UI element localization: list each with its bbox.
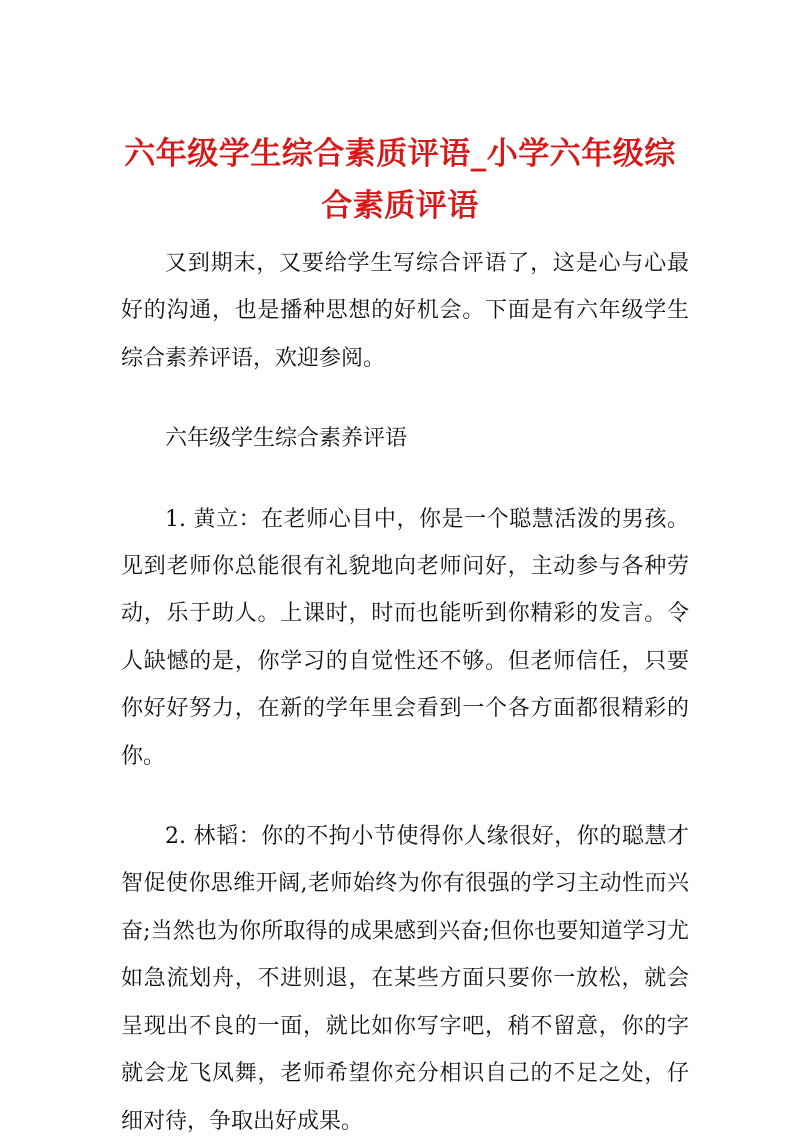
document-title: 六年级学生综合素质评语_小学六年级综合素质评语 — [124, 136, 676, 224]
section-heading: 六年级学生综合素养评语 — [165, 426, 408, 452]
comment-paragraph-2: 2. 林韬：你的不拘小节使得你人缘很好，你的聪慧才智促使你思维开阔,老师始终为你有很强的学习主动性而兴奋;当然也为你所取得的成果感到兴奋;但你也要知道学习尤如急流划舟，不进则退，在某些方面只要你一放松，就会呈现出不良的一面，就比如你写字吧，稍不留意，你的字就会龙飞凤舞，老师希望你充分相识自己的不足之处，仔细对待，争取出好成果。 — [121, 824, 689, 1134]
document-body — [121, 240, 689, 1145]
comment-paragraph-1: 1. 黄立：在老师心目中，你是一个聪慧活泼的男孩。见到老师你总能很有礼貌地向老师问好，主动参与各种劳动，乐于助人。上课时，时而也能听到你精彩的发言。令人缺憾的是，你学习的自觉性还不够。但老师信任，只要你好好努力，在新的学年里会看到一个各方面都很精彩的你。 — [121, 506, 689, 769]
intro-paragraph: 又到期末，又要给学生写综合评语了，这是心与心最好的沟通，也是播种思想的好机会。下面是有六年级学生综合素养评语，欢迎参阅。 — [121, 251, 689, 371]
